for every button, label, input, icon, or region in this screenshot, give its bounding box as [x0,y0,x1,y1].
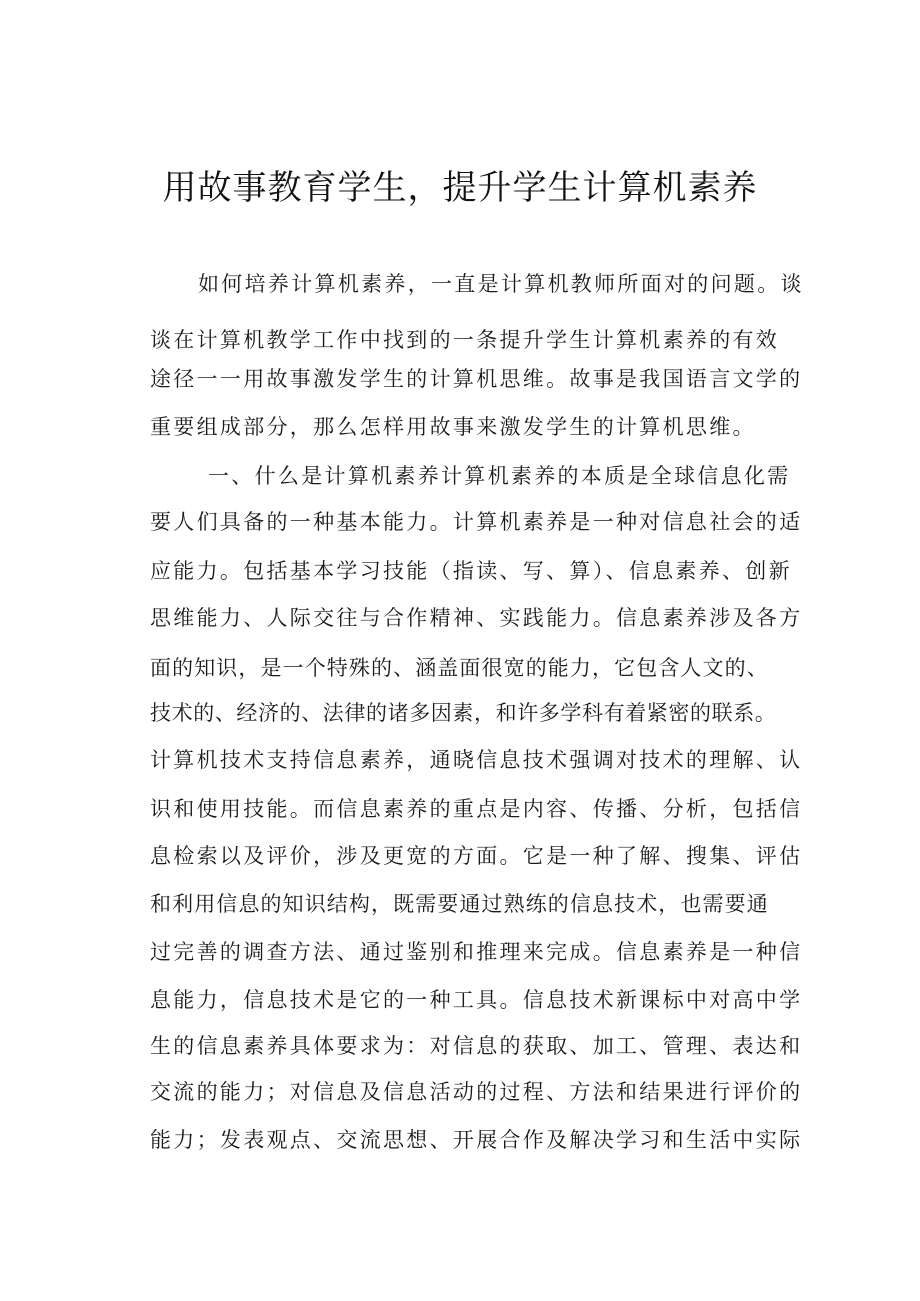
document-title: 用故事教育学生，提升学生计算机素养 [162,168,758,208]
paragraph-line: 生的信息素养具体要求为：对信息的获取、加工、管理、表达和 [150,1034,803,1058]
paragraph-line: 面的知识，是一个特殊的、涵盖面很宽的能力，它包含人文的、 [150,656,769,680]
paragraph-line: 途径一一用故事激发学生的计算机思维。故事是我国语言文学的 [150,367,803,391]
paragraph-line: 能力；发表观点、交流思想、开展合作及解决学习和生活中实际 [150,1128,803,1152]
paragraph-line: 应能力。包括基本学习技能（指读、写、算）、信息素养、创新 [150,559,792,583]
paragraph-line: 如何培养计算机素养，一直是计算机教师所面对的问题。谈 [198,272,804,296]
paragraph-line: 重要组成部分，那么怎样用故事来激发学生的计算机思维。 [150,415,756,439]
paragraph-line: 计算机技术支持信息素养，通晓信息技术强调对技术的理解、认 [150,748,803,772]
section-heading-line: 一、什么是计算机素养计算机素养的本质是全球信息化需 [208,464,791,488]
paragraph-line: 要人们具备的一种基本能力。计算机素养是一种对信息社会的适 [150,510,803,534]
paragraph-line: 识和使用技能。而信息素养的重点是内容、传播、分析，包括信 [150,797,803,821]
paragraph-line: 息检索以及评价，涉及更宽的方面。它是一种了解、搜集、评估 [150,844,803,868]
paragraph-line: 过完善的调查方法、通过鉴别和推理来完成。信息素养是一种信 [150,940,803,964]
paragraph-line: 谈在计算机教学工作中找到的一条提升学生计算机素养的有效 [150,328,780,352]
paragraph-line: 交流的能力；对信息及信息活动的过程、方法和结果进行评价的 [150,1080,803,1104]
paragraph-line: 技术的、经济的、法律的诸多因素，和许多学科有着紧密的联系。 [150,701,777,725]
paragraph-line: 息能力，信息技术是它的一种工具。信息技术新课标中对高中学 [150,988,803,1012]
paragraph-line: 思维能力、人际交往与合作精神、实践能力。信息素养涉及各方 [150,606,803,630]
paragraph-line: 和利用信息的知识结构，既需要通过熟练的信息技术，也需要通 [150,892,769,916]
